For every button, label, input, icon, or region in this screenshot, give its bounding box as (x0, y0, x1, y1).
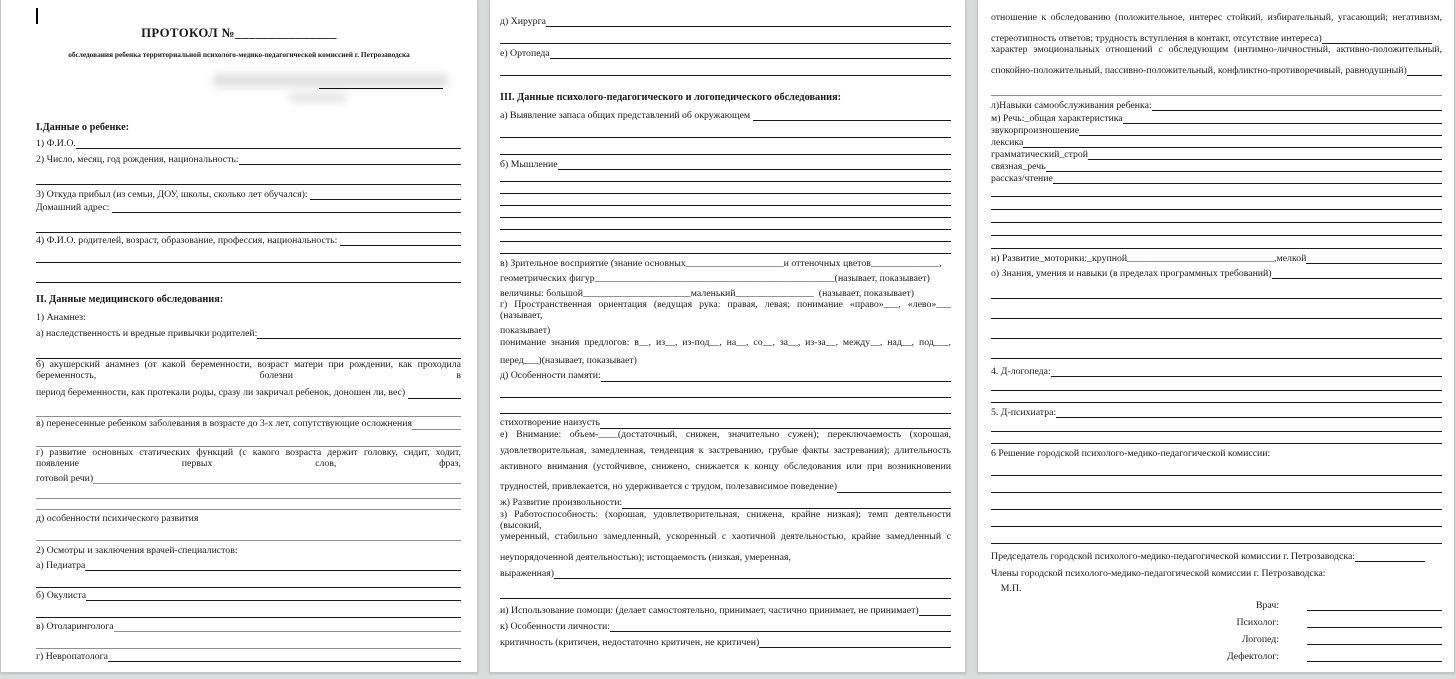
fill-in-blank (991, 474, 1442, 476)
form-line (36, 149, 461, 165)
form-line (991, 359, 1442, 377)
fill-in-blank (759, 646, 951, 648)
form-line (36, 430, 461, 447)
form-line (500, 86, 951, 104)
form-line (36, 618, 461, 632)
spacer (500, 76, 951, 86)
form-line (991, 264, 1442, 279)
fill-in-blank (1355, 560, 1425, 562)
line-label: неупорядоченной деятельностью); истощаемость (низкая, умеренная, (500, 551, 791, 563)
line-label: 6 Решение городской психолого-медико-педагогической комиссии: (991, 447, 1271, 459)
line-label: рассказ/чтение (991, 172, 1053, 184)
fill-in-blank (991, 357, 1442, 359)
fill-in-blank (610, 630, 951, 632)
line-label: отношение к обследованию (положительное, интерес стойкий, избирательный, угасающий; негативизм, (991, 12, 1442, 23)
form-line (500, 531, 951, 547)
form-line (991, 403, 1442, 418)
line-label: Члены городской психолого-медико-педагогической комиссии г. Петрозаводска: (991, 567, 1326, 579)
fill-in-blank (86, 599, 461, 601)
line-label: 4. Д-логопеда: (991, 365, 1051, 377)
form-line (500, 230, 951, 242)
form-line (500, 59, 951, 76)
line-label: I.Данные о ребенке: (36, 122, 130, 134)
form-line (991, 124, 1442, 136)
line-label: грамматический_строй (991, 148, 1089, 160)
fill-in-blank (36, 497, 461, 499)
line-label: готовой речи) (36, 472, 94, 484)
line-label: удовлетворительная, замедленная, тенденция к застреванию, грубые факты застревания); длительность (500, 444, 951, 456)
form-line (991, 148, 1442, 160)
fill-in-blank (991, 317, 1442, 319)
fill-in-blank (991, 508, 1442, 510)
form-line (36, 588, 461, 601)
form-line (500, 493, 951, 509)
fill-in-blank (1272, 277, 1442, 279)
line-label: н) Развитие_моторики:_крупной______________________________,мелкой (991, 252, 1307, 264)
line-label: понимание знания предлогов: в__, из__, из-под__, на__, со__, за__, из-за__, между__, над__, под___, (500, 336, 951, 348)
fill-in-blank (257, 337, 461, 339)
fill-in-blank (36, 281, 461, 283)
form-line (991, 160, 1442, 172)
fill-in-blank (1023, 146, 1442, 148)
form-line (500, 579, 951, 599)
form-line (500, 563, 951, 579)
form-line (500, 632, 951, 648)
fill-in-blank (991, 442, 1442, 444)
line-label: д) Особенности памяти: (500, 370, 601, 382)
fill-in-blank (991, 94, 1442, 96)
form-line (500, 414, 951, 429)
line-label: 5. Д-психиатра: (991, 406, 1057, 418)
form-line (36, 134, 461, 149)
line-label: е) Ортопеда (500, 47, 550, 59)
fill-in-blank (108, 660, 461, 662)
fill-in-blank (1051, 375, 1442, 377)
fill-in-blank (36, 508, 461, 510)
fill-in-blank (114, 630, 461, 632)
form-line (500, 284, 951, 299)
form-line (991, 236, 1442, 249)
line-label: 2) Число, месяц, год рождения, национальность: (36, 153, 239, 165)
fill-in-blank (919, 614, 951, 616)
line-label: Логопед: (1241, 633, 1279, 645)
form-line (991, 60, 1442, 76)
line-label: активного внимания (устойчивое, снижено, снижается к концу обследования или при возникновении (500, 460, 951, 472)
fill-in-blank (500, 153, 951, 155)
signature-line (319, 88, 443, 89)
line-label: II. Данные медицинского обследования: (36, 294, 224, 306)
fill-in-blank (310, 198, 461, 200)
form-line (991, 136, 1442, 148)
form-line (991, 377, 1442, 391)
line-label: д) особенности психического развития (36, 512, 199, 524)
form-line (36, 289, 461, 306)
form-line (36, 417, 461, 430)
fill-in-blank (36, 183, 461, 185)
form-line (500, 170, 951, 182)
fill-in-blank (1306, 262, 1442, 264)
line-label: показывает) (500, 325, 551, 337)
form-line (36, 447, 461, 470)
fill-in-blank (1088, 158, 1442, 160)
fill-in-blank (1307, 660, 1442, 662)
fill-in-blank (412, 428, 461, 430)
form-line (500, 445, 951, 461)
fill-in-blank (340, 244, 461, 246)
form-line (500, 547, 951, 563)
fill-in-blank (85, 569, 461, 571)
fill-in-blank (500, 597, 951, 599)
fill-in-blank (408, 397, 461, 399)
form-line (991, 562, 1442, 579)
line-label: критичность (критичен, недостаточно критичен, не критичен) (500, 636, 760, 648)
form-line (36, 662, 461, 673)
form-line (500, 206, 951, 218)
form-line (500, 352, 951, 367)
fill-in-blank (991, 430, 1442, 432)
fill-in-blank (550, 57, 951, 59)
form-line (36, 499, 461, 510)
form-line (500, 337, 951, 352)
fill-in-blank (36, 647, 461, 649)
line-label: 1) Анамнез: (36, 311, 86, 323)
fill-in-blank (1056, 416, 1442, 418)
line-label: з) Работоспособность: (хорошая, удовлетворительная, снижена, крайне низкая); темп деятельности (высокий, (500, 508, 951, 531)
line-label: л)Навыки самообслуживания ребенка: (991, 99, 1152, 111)
form-line (500, 461, 951, 477)
page-3-lines (991, 12, 1442, 662)
fill-in-blank (1307, 626, 1442, 628)
fill-in-blank (1307, 609, 1442, 611)
form-line (991, 210, 1442, 223)
fill-in-blank (546, 25, 951, 27)
fill-in-blank (753, 119, 951, 121)
form-line (991, 96, 1442, 111)
form-line (36, 323, 461, 339)
fill-in-blank (558, 168, 951, 170)
line-label: звукорпроизношение (991, 124, 1080, 136)
form-line (991, 299, 1442, 319)
line-label: Домашний адрес: (36, 201, 112, 213)
form-line (36, 632, 461, 649)
form-line (36, 399, 461, 417)
line-label: 3) Откуда прибыл (из семьи, ДОУ, школы, сколько лет обучался): (36, 188, 311, 200)
form-line (991, 476, 1442, 493)
fill-in-blank (500, 180, 951, 182)
form-line (36, 359, 461, 382)
line-label: б) Окулиста (36, 589, 87, 601)
form-line (36, 165, 461, 185)
form-line (991, 391, 1442, 403)
fill-in-blank (36, 616, 461, 618)
fill-in-blank (500, 204, 951, 206)
line-label: Председатель городской психолого-медико-педагогической комиссии г. Петрозаводска: (991, 550, 1356, 562)
form-line (991, 493, 1442, 510)
line-label: 2) Осмотры и заключения врачей-специалистов: (36, 544, 238, 556)
line-label: г) Невропатолога (36, 650, 108, 662)
form-line (991, 510, 1442, 527)
form-line (500, 155, 951, 170)
fill-in-blank (36, 586, 461, 588)
form-line (991, 197, 1442, 210)
line-label: перед___)(называет, показывает) (500, 355, 637, 367)
form-line (991, 594, 1442, 611)
fill-in-blank (1152, 109, 1442, 111)
form-line (36, 306, 461, 323)
form-line (991, 459, 1442, 476)
form-line (991, 628, 1442, 645)
line-label: Дефектолог: (1226, 650, 1279, 662)
fill-in-blank (500, 252, 951, 254)
form-line (36, 382, 461, 399)
line-label: 1) Ф.И.О. (36, 137, 76, 149)
form-line (991, 645, 1442, 662)
line-label: а) наследственность и вредные привычки родителей: (36, 327, 258, 339)
form-line (991, 432, 1442, 444)
form-line (36, 510, 461, 524)
form-line (991, 579, 1442, 594)
form-line (36, 246, 461, 263)
line-label: в) Зрительное восприятие (знание основных____________________и оттеночных цветов______________, (500, 257, 942, 269)
line-label: в) Отоларинголога (36, 620, 114, 632)
form-line (500, 138, 951, 155)
form-line (36, 524, 461, 541)
fill-in-blank (1079, 134, 1442, 136)
fill-in-blank (76, 147, 461, 149)
fill-in-blank (991, 234, 1442, 236)
fill-in-blank (837, 491, 951, 493)
form-line (500, 104, 951, 121)
form-line (500, 398, 951, 414)
form-line (991, 444, 1442, 459)
form-line (500, 599, 951, 616)
form-line (500, 299, 951, 322)
line-label: геометрических фигур_________________________________________________(называет, показывает) (500, 272, 930, 284)
line-label: М.П. (991, 582, 1022, 594)
form-line (36, 233, 461, 246)
blur-blob (289, 93, 347, 102)
page-3 (977, 0, 1455, 673)
form-line (991, 28, 1442, 44)
line-label: стихотворение наизусть (500, 417, 600, 429)
line-label: г) развитие основных статических функций (с какого возраста держит головку, сидит, ходит, появление первых слов, фраз, (36, 446, 461, 469)
line-label: м) Речь:_общая характеристика (991, 112, 1123, 124)
fill-in-blank (239, 163, 461, 165)
form-line (991, 223, 1442, 236)
fill-in-blank (991, 208, 1442, 210)
fill-in-blank (991, 542, 1442, 544)
form-line (500, 429, 951, 445)
form-line (36, 339, 461, 359)
form-line (991, 279, 1442, 299)
line-label: спокойно-положительный, пассивно-положительный, конфликтно-противоречивый, равнодушный) (991, 64, 1407, 76)
line-label: е) Внимание: объем-____(достаточный, снижен, значительно сужен); переключаемость (хорошая, (500, 428, 951, 440)
form-line (500, 242, 951, 254)
fill-in-blank (991, 525, 1442, 527)
fill-in-blank (36, 415, 461, 417)
fill-in-blank (1123, 122, 1442, 124)
fill-in-blank (500, 396, 951, 398)
line-label: и) Использование помощи: (делает самостоятельно, принимает, частично принимает, не принимает) (500, 604, 919, 616)
form-line (36, 601, 461, 618)
form-line (500, 322, 951, 337)
line-label: в) перенесенные ребенком заболевания в возрасте до 3-х лет, сопутствующие осложнения (36, 418, 412, 430)
form-line (991, 76, 1442, 96)
form-line (36, 469, 461, 484)
form-line (500, 121, 951, 138)
form-line (36, 213, 461, 233)
protocol-title: ПРОТОКОЛ №_______________ (141, 26, 337, 40)
line-label: о) Знания, умения и навыки (в пределах программных требований) (991, 267, 1272, 279)
fill-in-blank (1407, 74, 1442, 76)
line-label: г) Пространственная ориентация (ведущая рука: правая, левая; понимание «право»___, «лево»___ (называет, (500, 299, 951, 322)
form-line (991, 339, 1442, 359)
form-line (991, 249, 1442, 264)
form-line (500, 509, 951, 532)
form-line (36, 200, 461, 213)
line-label: стереотипность ответов; трудность вступления в контакт, отсутствие интереса) (991, 32, 1322, 44)
page-1 (0, 0, 478, 673)
blur-blob (213, 74, 448, 87)
fill-in-blank (500, 192, 951, 194)
line-label: б) акушерский анамнез (от какой беременности, возраст матери при рождении, как проходила беременность, болезни в (36, 359, 461, 382)
redacted-blur (171, 68, 459, 106)
form-line (500, 367, 951, 382)
form-line (991, 12, 1442, 28)
line-label: а) Педиатра (36, 559, 86, 571)
line-label: Психолог: (1236, 616, 1279, 628)
form-line (500, 182, 951, 194)
form-line (500, 269, 951, 284)
fill-in-blank (991, 221, 1442, 223)
protocol-subtitle: обследования ребенка территориальной психолого-медико-педагогической комиссией г. Петрозаводска (68, 50, 410, 59)
fill-in-blank (500, 228, 951, 230)
form-line (991, 418, 1442, 432)
line-label: Врач: (1255, 599, 1279, 611)
line-label: д) Хирурга (500, 15, 546, 27)
form-line (36, 118, 461, 134)
form-line (500, 194, 951, 206)
fill-in-blank (36, 539, 461, 541)
fill-in-blank (93, 482, 461, 484)
form-line (36, 649, 461, 662)
fill-in-blank (1053, 182, 1442, 184)
form-line (36, 263, 461, 283)
fill-in-blank (991, 491, 1442, 493)
text-cursor (36, 8, 38, 24)
fill-in-blank (991, 337, 1442, 339)
form-line (36, 556, 461, 571)
page-1-lines (36, 118, 461, 673)
fill-in-blank (1307, 643, 1442, 645)
form-line (500, 382, 951, 398)
fill-in-blank (601, 380, 951, 382)
form-line (991, 172, 1442, 184)
fill-in-blank (500, 136, 951, 138)
form-line (500, 218, 951, 230)
fill-in-blank (991, 297, 1442, 299)
form-line (500, 254, 951, 269)
form-line (991, 544, 1442, 562)
fill-in-blank (991, 389, 1442, 391)
line-label: к) Особенности личности: (500, 620, 610, 632)
page-2 (489, 0, 966, 673)
fill-in-blank (554, 577, 951, 579)
form-line (36, 571, 461, 588)
fill-in-blank (500, 74, 951, 76)
form-line (500, 12, 951, 27)
fill-in-blank (991, 195, 1442, 197)
line-label: величины: большой______________________маленький________________ (называет, показывает) (500, 287, 915, 299)
form-line (500, 477, 951, 493)
fill-in-blank (500, 216, 951, 218)
fill-in-blank (991, 401, 1442, 403)
line-label: а) Выявление запаса общих представлений об окружающем (500, 109, 753, 121)
fill-in-blank (500, 240, 951, 242)
form-line (991, 184, 1442, 197)
fill-in-blank (500, 42, 951, 44)
line-label: б) Мышление (500, 158, 558, 170)
line-label: ж) Развитие произвольности: (500, 497, 623, 509)
line-label: III. Данные психолого-педагогического и логопедического обследования: (500, 92, 842, 104)
fill-in-blank (500, 412, 951, 414)
form-line (991, 111, 1442, 124)
line-label: выраженная) (500, 567, 555, 579)
form-line (991, 44, 1442, 60)
fill-in-blank (36, 231, 461, 233)
form-line (991, 527, 1442, 544)
form-line (36, 541, 461, 556)
form-line (991, 319, 1442, 339)
form-line (36, 484, 461, 499)
line-label: характер эмоциональных отношений с обследующим (интимно-личностный, активно-положительный, (991, 44, 1442, 55)
fill-in-blank (36, 261, 461, 263)
form-line (500, 44, 951, 59)
form-line (500, 616, 951, 632)
fill-in-blank (991, 247, 1442, 249)
line-label: связная_речь (991, 160, 1046, 172)
line-label: лексика (991, 136, 1024, 148)
line-label: трудностей, привлекается, но удерживается с трудом, полезависимое поведение) (500, 481, 837, 493)
fill-in-blank (1046, 170, 1442, 172)
fill-in-blank (112, 211, 461, 213)
page-2-lines (500, 12, 951, 648)
form-line (500, 27, 951, 44)
form-line (991, 611, 1442, 628)
line-label: 4) Ф.И.О. родителей, возраст, образование, профессия, национальность: (36, 234, 340, 246)
form-line (36, 185, 461, 200)
line-label: умеренный, стабильно замедленный, ускоренный с хаотичной деятельностью, крайне замедленный с (500, 531, 951, 543)
line-label: период беременности, как протекали роды, сразу ли закричал ребенок, доношен ли, вес) (36, 387, 408, 399)
